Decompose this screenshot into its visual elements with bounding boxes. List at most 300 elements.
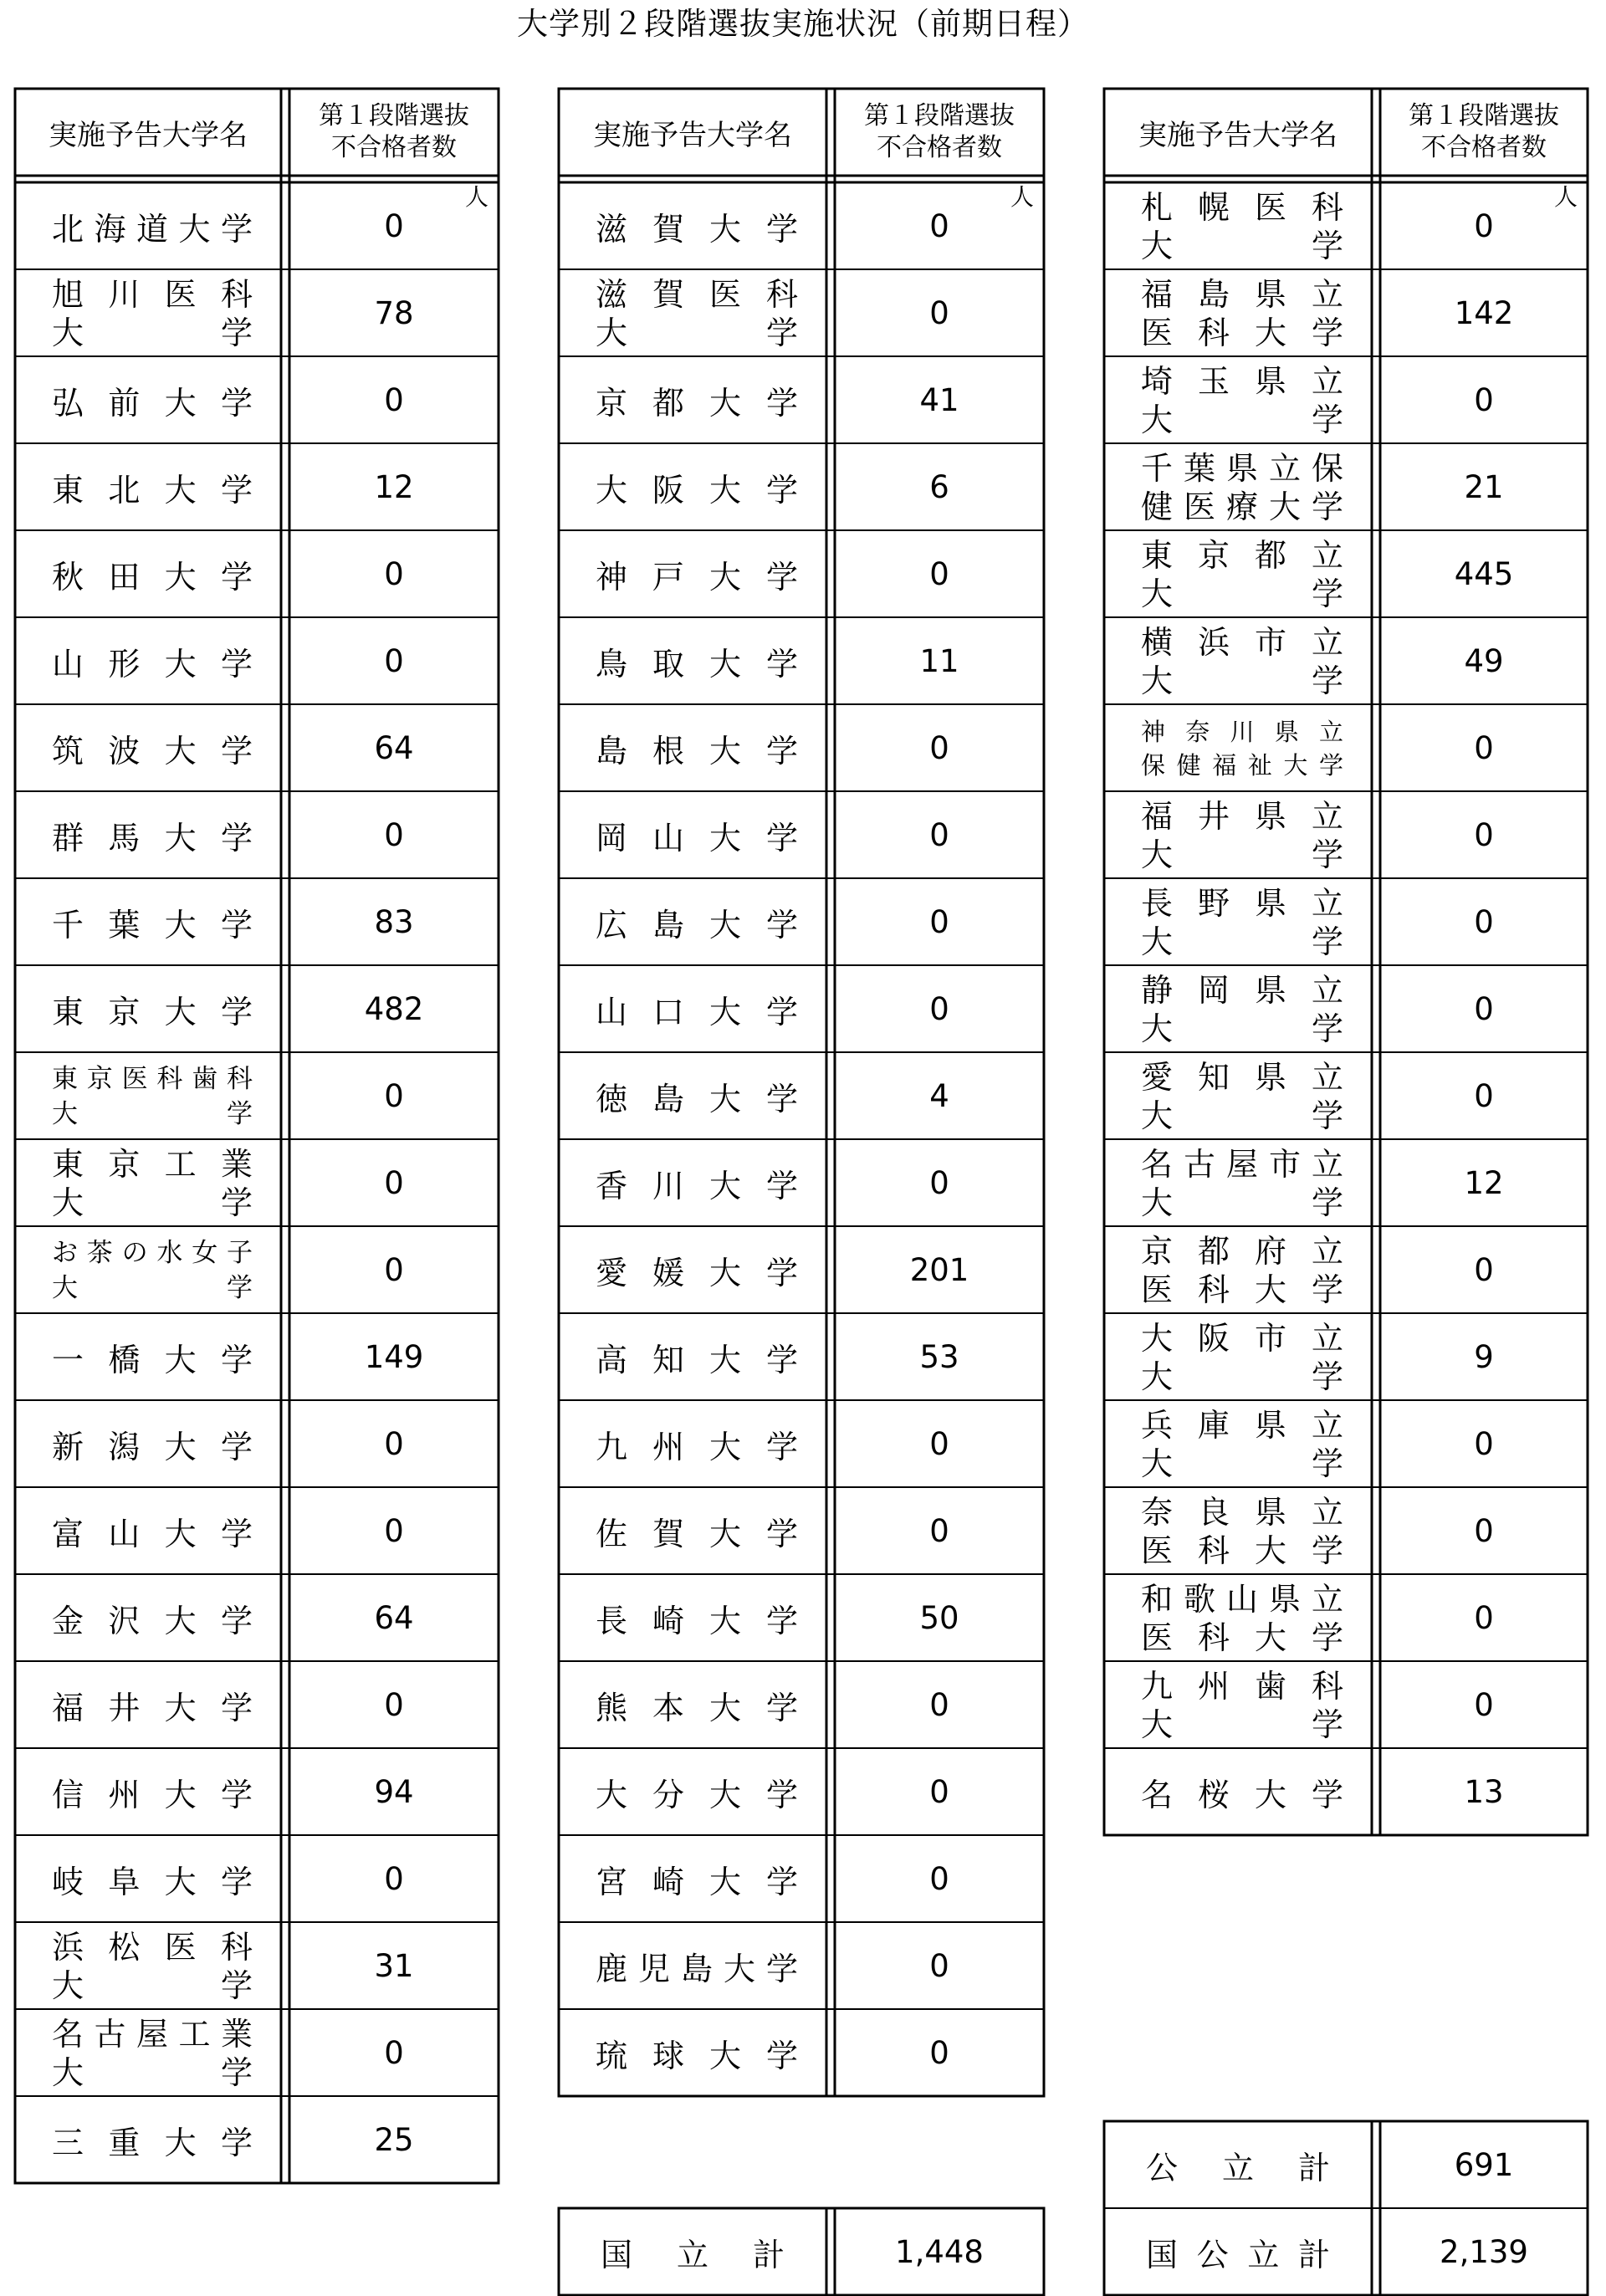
name-char: 工	[164, 1146, 197, 1183]
name-char: 大	[708, 1515, 741, 1552]
name-char: 京	[596, 384, 628, 422]
name-char: 千	[1141, 450, 1174, 487]
name-char: 大	[1268, 488, 1301, 525]
rejected-count-value: 0	[384, 1164, 404, 1201]
name-char: 学	[1318, 751, 1343, 780]
name-char: 静	[1141, 972, 1174, 1009]
rejected-count	[289, 1487, 499, 1574]
public-total-value-text: 691	[1454, 2146, 1514, 2183]
name-char: 大	[708, 1080, 741, 1117]
name-char: 県	[1254, 276, 1286, 313]
rejected-count-value: 9	[1474, 1338, 1494, 1375]
rejected-count-value: 12	[374, 468, 414, 505]
name-char: 大	[52, 1273, 78, 1303]
rejected-count-value: 0	[384, 207, 404, 244]
university-name	[1141, 970, 1343, 1049]
national-total-label	[601, 2208, 785, 2295]
name-char: 学	[765, 210, 798, 248]
name-char: 福	[52, 1689, 84, 1726]
name-char: 立	[1318, 718, 1343, 746]
unit-label: 人	[1010, 183, 1035, 211]
name-char: 大	[708, 819, 741, 857]
university-name	[596, 704, 798, 791]
rejected-count-value: 0	[929, 1164, 949, 1201]
rejected-count-value: 25	[374, 2121, 414, 2158]
name-char: 大	[1254, 1619, 1286, 1656]
name-char: 学	[1311, 401, 1343, 438]
header-rejected-count	[289, 89, 499, 176]
university-name	[52, 1927, 253, 2006]
rejected-count-value: 0	[384, 1425, 404, 1462]
university-name-line2	[1141, 1705, 1343, 1744]
rejected-count-value: 0	[929, 729, 949, 766]
name-char: 県	[1254, 798, 1286, 835]
rejected-count	[835, 269, 1044, 356]
name-char: 京	[86, 1064, 113, 1094]
rejected-count	[289, 965, 499, 1052]
rejected-count-value: 31	[374, 1947, 414, 1984]
name-char: 学	[1311, 1776, 1343, 1813]
label-char: 公	[1146, 2149, 1179, 2186]
name-char: 山	[52, 645, 84, 683]
rejected-count-value: 11	[919, 642, 959, 679]
name-char: 医	[1141, 1271, 1174, 1308]
header-university-name	[559, 89, 826, 176]
name-char: 大	[708, 384, 741, 422]
university-name	[596, 1313, 798, 1400]
name-char: 学	[220, 1602, 253, 1639]
university-name-line2	[1141, 1097, 1343, 1135]
rejected-count-value: 0	[929, 1425, 949, 1462]
name-char: 学	[220, 819, 253, 857]
label-char: 立	[1247, 2236, 1280, 2273]
university-name-line1	[52, 275, 253, 314]
name-char: 都	[1254, 537, 1286, 574]
name-char: 大	[708, 1254, 741, 1291]
name-char: 葉	[108, 906, 141, 943]
rejected-count	[289, 443, 499, 530]
rejected-count	[289, 1922, 499, 2009]
label-char: 計	[1297, 2149, 1330, 2186]
rejected-count	[1380, 1313, 1588, 1400]
rejected-count	[289, 182, 499, 269]
header-university-name	[1104, 89, 1372, 176]
name-char: 大	[1141, 575, 1174, 612]
university-name-line1	[52, 1145, 253, 1184]
name-char: 学	[1311, 662, 1343, 699]
name-char: 大	[1141, 401, 1174, 438]
name-char: 学	[765, 1080, 798, 1117]
name-char: 大	[1141, 1184, 1174, 1221]
name-char: 井	[1197, 798, 1230, 835]
rejected-count	[1380, 269, 1588, 356]
label-char: 計	[1297, 2236, 1330, 2273]
name-char: 大	[164, 1689, 197, 1726]
name-char: 大	[708, 906, 741, 943]
rejected-count-value: 0	[929, 1686, 949, 1723]
name-char: 療	[1225, 488, 1258, 525]
university-name-line1	[1141, 1493, 1343, 1532]
name-char: 立	[1311, 798, 1343, 835]
rejected-count	[289, 1400, 499, 1487]
name-char: 野	[1197, 885, 1230, 922]
university-name-line2	[1141, 1271, 1343, 1309]
name-char: 府	[1254, 1233, 1286, 1270]
name-char: 愛	[1141, 1059, 1174, 1096]
name-char: 屋	[1225, 1146, 1258, 1183]
name-char: 学	[1311, 1097, 1343, 1134]
name-char: 大	[596, 1776, 628, 1813]
name-char: 井	[108, 1689, 141, 1726]
university-name	[52, 182, 253, 269]
name-char: 屋	[136, 2016, 168, 2053]
university-name	[1141, 1231, 1343, 1310]
rejected-count	[289, 1052, 499, 1139]
university-name-line1	[52, 2015, 253, 2053]
rejected-count-value: 0	[384, 1512, 404, 1549]
name-char: 学	[1311, 1358, 1343, 1395]
name-char: 大	[1254, 1271, 1286, 1308]
header-count-line1: 第１段階選抜	[1409, 101, 1559, 130]
name-char: 学	[220, 2054, 253, 2091]
name-char: 医	[164, 276, 197, 313]
name-char: 崎	[652, 1602, 684, 1639]
name-char: 学	[1311, 1010, 1343, 1047]
university-name-line1	[1141, 884, 1343, 923]
university-name-line1	[1141, 971, 1343, 1010]
university-name	[1141, 1492, 1343, 1571]
name-char: 都	[652, 384, 684, 422]
name-char: 取	[652, 645, 684, 683]
name-char: 祉	[1247, 751, 1272, 780]
university-name	[1141, 883, 1343, 962]
university-name-line1	[1141, 1580, 1343, 1618]
name-char: 学	[765, 819, 798, 857]
name-char: 学	[220, 2124, 253, 2161]
name-char: 横	[1141, 624, 1174, 661]
label-char: 計	[752, 2236, 785, 2273]
rejected-count	[835, 443, 1044, 530]
university-name-line1	[1141, 362, 1343, 401]
university-name-line1	[1141, 1145, 1343, 1184]
name-char: 学	[765, 1341, 798, 1378]
name-char: 大	[52, 2054, 84, 2091]
name-char: 大	[1141, 1320, 1174, 1357]
university-name-line2	[1141, 1358, 1343, 1396]
header-rejected-count	[1380, 89, 1588, 176]
university-name	[1141, 1579, 1343, 1658]
rejected-count-value: 0	[1474, 381, 1494, 418]
rejected-count-value: 0	[384, 1686, 404, 1723]
name-char: 大	[708, 558, 741, 596]
name-char: 愛	[596, 1254, 628, 1291]
name-char: 桜	[1197, 1776, 1230, 1813]
rejected-count	[1380, 1139, 1588, 1226]
rejected-count-value: 0	[1474, 207, 1494, 244]
name-char: 科	[1197, 1532, 1230, 1569]
university-name-line1	[1141, 1667, 1343, 1705]
university-name	[52, 356, 253, 443]
name-char: 州	[652, 1428, 684, 1465]
name-char: 橋	[108, 1341, 141, 1378]
university-name	[1141, 796, 1343, 875]
name-char: 京	[1141, 1233, 1174, 1270]
header-university-name	[15, 89, 281, 176]
rejected-count	[1380, 965, 1588, 1052]
header-count-line1: 第１段階選抜	[319, 101, 469, 130]
name-char: 根	[652, 732, 684, 770]
name-char: 水	[156, 1238, 183, 1268]
name-char: 三	[52, 2124, 84, 2161]
university-name	[1141, 1666, 1343, 1745]
name-char: 学	[220, 384, 253, 422]
name-char: 学	[1311, 228, 1343, 264]
name-char: 大	[52, 314, 84, 351]
name-char: 前	[108, 384, 141, 422]
name-char: 女	[192, 1238, 218, 1268]
rejected-count	[835, 1400, 1044, 1487]
name-char: 琉	[596, 2037, 628, 2074]
name-char: 大	[52, 1184, 84, 1221]
name-char: 大	[1141, 1445, 1174, 1482]
name-char: 賀	[652, 1515, 684, 1552]
name-char: 立	[1268, 450, 1301, 487]
name-char: 学	[220, 210, 253, 248]
name-char: 形	[108, 645, 141, 683]
university-name	[1141, 1748, 1343, 1835]
name-char: 大	[1141, 662, 1174, 699]
name-char: 市	[1254, 1320, 1286, 1357]
university-name-line2	[52, 1097, 253, 1132]
name-char: 東	[52, 993, 84, 1030]
name-char: 岐	[52, 1863, 84, 1900]
name-char: 大	[164, 1515, 197, 1552]
label-char: 国	[1146, 2236, 1179, 2273]
name-char: 富	[52, 1515, 84, 1552]
university-name	[596, 530, 798, 617]
name-char: 学	[765, 1689, 798, 1726]
name-char: 島	[680, 1950, 713, 1987]
rejected-count	[289, 1748, 499, 1835]
rejected-count-value: 0	[929, 903, 949, 940]
university-name	[596, 791, 798, 878]
name-char: 大	[164, 471, 197, 509]
university-name	[596, 443, 798, 530]
name-char: 東	[52, 1146, 84, 1183]
name-char: 立	[1311, 537, 1343, 574]
name-char: 市	[1254, 624, 1286, 661]
header-count-line2: 不合格者数	[877, 133, 1002, 162]
national-total-value-text: 1,448	[895, 2233, 984, 2270]
header-name-text: 実施予告大学名	[49, 118, 248, 152]
name-char: 大	[1141, 1358, 1174, 1395]
name-char: 学	[765, 314, 798, 351]
name-char: 千	[52, 906, 84, 943]
name-char: 学	[220, 1689, 253, 1726]
name-char: 秋	[52, 558, 84, 596]
name-char: 阪	[652, 471, 684, 509]
rejected-count-value: 64	[374, 1599, 414, 1636]
rejected-count	[835, 1313, 1044, 1400]
name-char: 大	[708, 732, 741, 770]
rejected-count-value: 41	[919, 381, 959, 418]
university-name-line1	[1141, 536, 1343, 575]
name-char: 学	[220, 1341, 253, 1378]
name-char: 海	[94, 210, 126, 248]
name-char: 大	[178, 210, 211, 248]
name-char: 大	[164, 1776, 197, 1813]
university-name-line1	[1141, 1058, 1343, 1097]
name-char: 大	[1254, 314, 1286, 351]
name-char: 滋	[596, 276, 628, 313]
name-char: 学	[765, 1950, 798, 1987]
rejected-count	[1380, 1574, 1588, 1661]
name-char: の	[121, 1238, 148, 1268]
name-char: 川	[1230, 718, 1255, 746]
university-name	[52, 1661, 253, 1748]
name-char: 戸	[652, 558, 684, 596]
university-name-line2	[1141, 575, 1343, 613]
rejected-count	[835, 1748, 1044, 1835]
name-char: 歯	[1254, 1668, 1286, 1705]
name-char: 市	[1268, 1146, 1301, 1183]
name-char: 葉	[1183, 450, 1215, 487]
header-rejected-count	[835, 89, 1044, 176]
all-total-value-text: 2,139	[1440, 2233, 1528, 2270]
name-char: 山	[108, 1515, 141, 1552]
university-name	[596, 878, 798, 965]
rejected-count-value: 0	[384, 555, 404, 592]
name-char: 大	[708, 210, 741, 248]
all-total-value	[1380, 2208, 1588, 2295]
university-name	[1141, 187, 1343, 266]
rejected-count	[289, 791, 499, 878]
rejected-count-value: 0	[929, 1860, 949, 1897]
university-name	[52, 617, 253, 704]
name-char: 学	[1311, 314, 1343, 351]
rejected-count-value: 0	[1474, 816, 1494, 853]
university-name	[52, 965, 253, 1052]
name-char: 信	[52, 1776, 84, 1813]
rejected-count	[835, 878, 1044, 965]
university-name	[52, 1313, 253, 1400]
name-char: 学	[220, 1428, 253, 1465]
name-char: 立	[1311, 1320, 1343, 1357]
university-name	[1141, 1057, 1343, 1136]
name-char: 媛	[652, 1254, 684, 1291]
rejected-count-value: 49	[1464, 642, 1504, 679]
name-char: 大	[1141, 1097, 1174, 1134]
name-char: 医	[1141, 1619, 1174, 1656]
name-char: 学	[765, 1515, 798, 1552]
name-char: 歯	[192, 1064, 218, 1094]
name-char: 医	[1141, 314, 1174, 351]
name-char: 県	[1254, 1494, 1286, 1531]
name-char: 学	[765, 1776, 798, 1813]
rejected-count-value: 4	[929, 1077, 949, 1114]
name-char: 大	[708, 1428, 741, 1465]
rejected-count-value: 13	[1464, 1773, 1504, 1810]
name-char: 大	[708, 645, 741, 683]
name-char: 大	[164, 1428, 197, 1465]
rejected-count-value: 0	[384, 816, 404, 853]
name-char: 波	[108, 732, 141, 770]
name-char: 山	[1225, 1581, 1258, 1618]
name-char: 立	[1311, 363, 1343, 400]
name-char: 和	[1141, 1581, 1174, 1618]
university-name-line1	[1141, 1232, 1343, 1271]
rejected-count	[835, 1574, 1044, 1661]
university-name-line1	[1141, 797, 1343, 836]
name-char: お	[52, 1238, 78, 1268]
name-char: 学	[765, 1254, 798, 1291]
university-name-line2	[596, 314, 798, 352]
name-char: 学	[1311, 488, 1343, 525]
name-char: 分	[652, 1776, 684, 1813]
all-total-label	[1146, 2208, 1330, 2295]
rejected-count-value: 0	[1474, 1686, 1494, 1723]
university-name	[52, 791, 253, 878]
name-char: 大	[164, 993, 197, 1030]
name-char: 山	[596, 993, 628, 1030]
name-char: 大	[164, 2124, 197, 2161]
name-char: 阪	[1197, 1320, 1230, 1357]
name-char: 大	[708, 471, 741, 509]
rejected-count	[1380, 1748, 1588, 1835]
name-char: 香	[596, 1167, 628, 1204]
name-char: 学	[1311, 836, 1343, 873]
unit-label: 人	[465, 183, 489, 211]
name-char: 健	[1176, 751, 1201, 780]
rejected-count	[1380, 1052, 1588, 1139]
name-char: 長	[1141, 885, 1174, 922]
name-char: 医	[164, 1929, 197, 1966]
name-char: 大	[1141, 923, 1174, 960]
name-char: 川	[108, 276, 141, 313]
name-char: 州	[108, 1776, 141, 1813]
university-name-line1	[1141, 1319, 1343, 1358]
name-char: 学	[765, 1863, 798, 1900]
university-name	[1141, 1405, 1343, 1484]
name-char: 県	[1254, 1059, 1286, 1096]
university-name	[52, 1574, 253, 1661]
name-char: 長	[596, 1602, 628, 1639]
rejected-count-value: 0	[384, 381, 404, 418]
name-char: 学	[220, 471, 253, 509]
university-name	[596, 1052, 798, 1139]
name-char: 新	[52, 1428, 84, 1465]
rejected-count-value: 0	[384, 1251, 404, 1288]
name-char: 大	[164, 819, 197, 857]
rejected-count	[289, 2096, 499, 2183]
rejected-count-value: 94	[374, 1773, 414, 1810]
university-name	[596, 2009, 798, 2096]
rejected-count-value: 0	[929, 1512, 949, 1549]
university-name	[596, 1922, 798, 2009]
rejected-count-value: 149	[364, 1338, 424, 1375]
name-char: 学	[765, 906, 798, 943]
name-char: 県	[1254, 363, 1286, 400]
public-total-label	[1146, 2121, 1330, 2208]
university-name-line2	[1141, 314, 1343, 352]
university-name	[1141, 622, 1343, 701]
name-char: 立	[1311, 624, 1343, 661]
national-total-value	[835, 2208, 1044, 2295]
name-char: 大	[1141, 1010, 1174, 1047]
name-char: 立	[1311, 1494, 1343, 1531]
rejected-count-value: 78	[374, 294, 414, 331]
name-char: 知	[652, 1341, 684, 1378]
